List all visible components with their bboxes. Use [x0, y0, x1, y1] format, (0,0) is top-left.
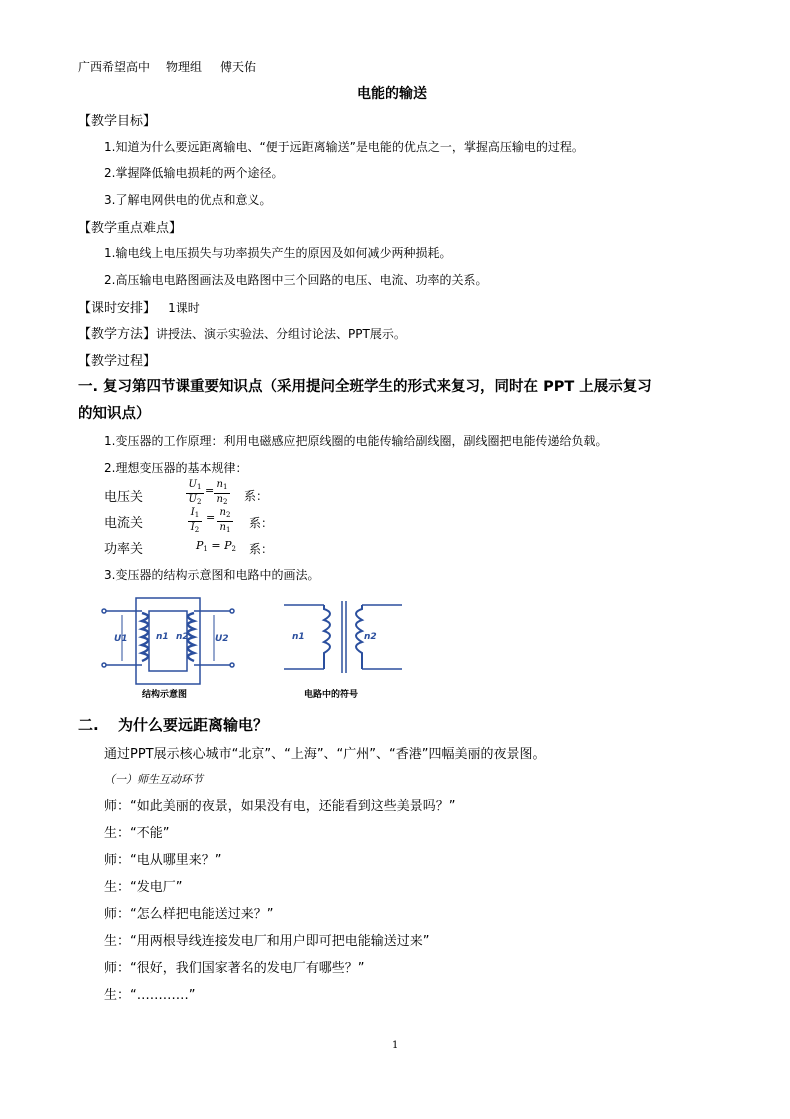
symbol-caption: 电路中的符号 [304, 690, 359, 700]
symbol-n1-label: n1 [292, 632, 305, 642]
symbol-secondary-coil [356, 605, 362, 669]
voltage-label: 电压关 [104, 490, 144, 505]
header-school: 广西希望高中 [78, 60, 151, 74]
dialogue-line: 师：“电从哪里来？” [104, 853, 222, 868]
current-label: 电流关 [104, 516, 144, 531]
section1-item1: 1.变压器的工作原理：利用电磁感应把原线圈的电能传输给副线圈，副线圈把电能传递给负载。 [104, 434, 608, 448]
terminal [102, 663, 106, 667]
dialogue-line: 师：“如此美丽的夜景，如果没有电，还能看到这些美景吗？” [104, 799, 456, 814]
terminal [230, 609, 234, 613]
schedule-line [78, 297, 200, 316]
power-formula: $P_1 = P_2$ [196, 539, 236, 553]
objectives-heading: 【教学目标】 [78, 114, 157, 129]
page-title: 电能的输送 [357, 86, 427, 102]
voltage-equals: = [205, 484, 215, 497]
header-author: 傅天佑 [220, 60, 257, 74]
terminal [230, 663, 234, 667]
u1-label: U1 [114, 634, 128, 644]
section1-heading-line1: 一. 复习第四节课重要知识点（采用提问全班学生的形式来复习，同时在 PPT 上展示复习 [78, 379, 652, 395]
dialogue-line: 生：“不能” [104, 826, 170, 841]
section1-item3: 3.变压器的结构示意图和电路中的画法。 [104, 568, 320, 582]
section2-heading-num: 二. [78, 716, 99, 734]
header-group: 物理组 [166, 60, 203, 74]
keypoints-heading: 【教学重点难点】 [78, 221, 183, 236]
keypoint-item: 2.高压输电电路图画法及电路图中三个回路的电压、电流、功率的关系。 [104, 273, 488, 287]
current-rhs-fraction: $n_2$ $n_1$ [217, 507, 233, 536]
objective-item: 2.掌握降低输电损耗的两个途径。 [104, 166, 284, 180]
schedule-heading: 【课时安排】 [78, 301, 157, 316]
power-suffix: 系： [249, 542, 274, 556]
voltage-lhs-fraction: $U_1$ $U_2$ [186, 479, 204, 508]
dialogue-line: 生：“…………” [104, 988, 196, 1003]
dialogue-line: 生：“用两根导线连接发电厂和用户即可把电能输送过来” [104, 934, 430, 949]
section1-heading-line2: 的知识点） [78, 406, 151, 422]
objective-item: 3.了解电网供电的优点和意义。 [104, 193, 272, 207]
current-equals: = [206, 511, 216, 524]
power-label: 功率关 [104, 542, 144, 557]
voltage-rhs-fraction: $n_1$ $n_2$ [214, 479, 230, 508]
dialogue-line: 生：“发电厂” [104, 880, 183, 895]
terminal [102, 609, 106, 613]
primary-coil [142, 613, 148, 661]
n1-label: n1 [156, 632, 169, 642]
methods-heading: 【教学方法】 [78, 327, 157, 342]
dialogue-line: 师：“很好，我们国家著名的发电厂有哪些？” [104, 961, 365, 976]
methods-line [78, 323, 406, 342]
voltage-suffix: 系： [244, 489, 269, 503]
section2-subheading: （一）师生互动环节 [104, 773, 203, 786]
secondary-coil [188, 613, 194, 661]
n2-label: n2 [176, 632, 189, 642]
objective-item: 1.知道为什么要远距离输电、“便于远距离输送”是电能的优点之一，掌握高压输电的过程。 [104, 140, 584, 154]
dialogue-line: 师：“怎么样把电能送过来？” [104, 907, 274, 922]
transformer-diagrams [96, 593, 416, 705]
section2-heading-text: 为什么要远距离输电？ [118, 716, 269, 734]
symbol-primary-coil [324, 605, 330, 669]
methods-value: 讲授法、演示实验法、分组讨论法、PPT展示。 [156, 327, 406, 341]
schedule-value: 1课时 [168, 301, 200, 315]
structure-caption: 结构示意图 [142, 690, 188, 700]
current-suffix: 系： [249, 516, 274, 530]
page-number: 1 [392, 1040, 399, 1051]
process-heading: 【教学过程】 [78, 354, 157, 369]
section1-item2: 2.理想变压器的基本规律： [104, 461, 248, 475]
section2-intro: 通过PPT展示核心城市“北京”、“上海”、“广州”、“香港”四幅美丽的夜景图。 [104, 747, 546, 762]
current-lhs-fraction: $I_1$ $I_2$ [188, 507, 202, 536]
symbol-n2-label: n2 [364, 632, 377, 642]
u2-label: U2 [215, 634, 229, 644]
keypoint-item: 1.输电线上电压损失与功率损失产生的原因及如何减少两种损耗。 [104, 246, 452, 260]
